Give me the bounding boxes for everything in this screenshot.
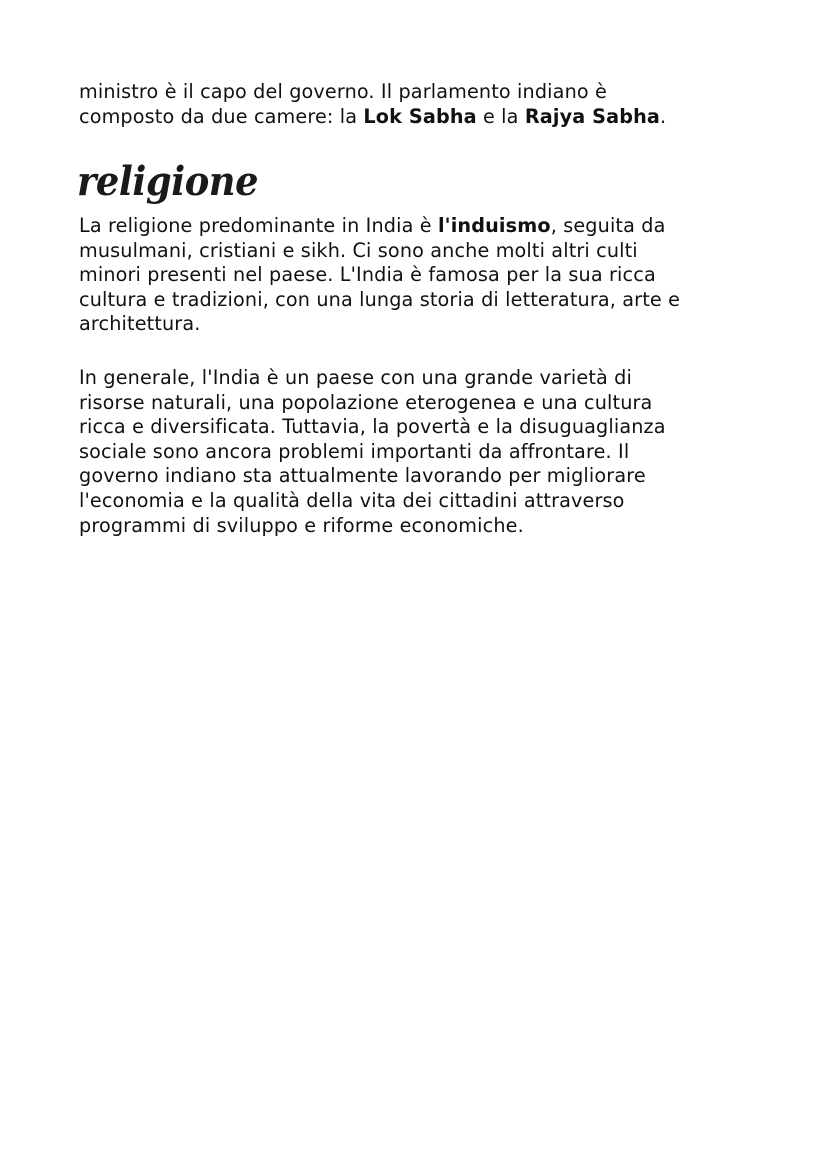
text-line: musulmani, cristiani e sikh. Ci sono anche molti altri culti	[79, 238, 638, 262]
text-line: ricca e diversificata. Tuttavia, la povertà e la disuguaglianza	[79, 415, 666, 439]
text-line: cultura e tradizioni, con una lunga storia di letteratura, arte e	[79, 287, 681, 311]
religion-paragraph	[79, 214, 779, 337]
text-run: composto da due camere: la	[79, 104, 364, 128]
text-run: e la	[476, 104, 525, 128]
text-line: In generale, l'India è un paese con una grande varietà di	[79, 366, 632, 389]
text-line: architettura.	[79, 312, 201, 336]
text-run: La religione predominante in India è	[79, 214, 438, 237]
summary-paragraph	[79, 366, 779, 538]
text-line: ministro è il capo del governo. Il parlamento indiano è	[79, 80, 607, 103]
bold-term-rajya-sabha: Rajya Sabha	[524, 104, 661, 128]
section-heading: religione	[77, 158, 259, 205]
text-line: programmi di sviluppo e riforme economiche.	[79, 513, 524, 537]
text-line	[79, 214, 779, 239]
bold-term-lok-sabha: Lok Sabha	[363, 104, 477, 128]
text-line	[79, 105, 779, 130]
text-line: governo indiano sta attualmente lavorando per migliorare	[79, 464, 646, 488]
text-line: minori presenti nel paese. L'India è famosa per la sua ricca	[79, 263, 656, 287]
bold-term-induismo: l'induismo	[437, 214, 551, 237]
text-line: l'economia e la qualità della vita dei cittadini attraverso	[79, 488, 625, 512]
text-run: , seguita da	[550, 214, 666, 237]
text-run: .	[660, 104, 667, 128]
intro-paragraph	[79, 80, 779, 129]
text-line: sociale sono ancora problemi importanti da affrontare. Il	[79, 439, 630, 463]
text-line: risorse naturali, una popolazione eterogenea e una cultura	[79, 390, 653, 414]
